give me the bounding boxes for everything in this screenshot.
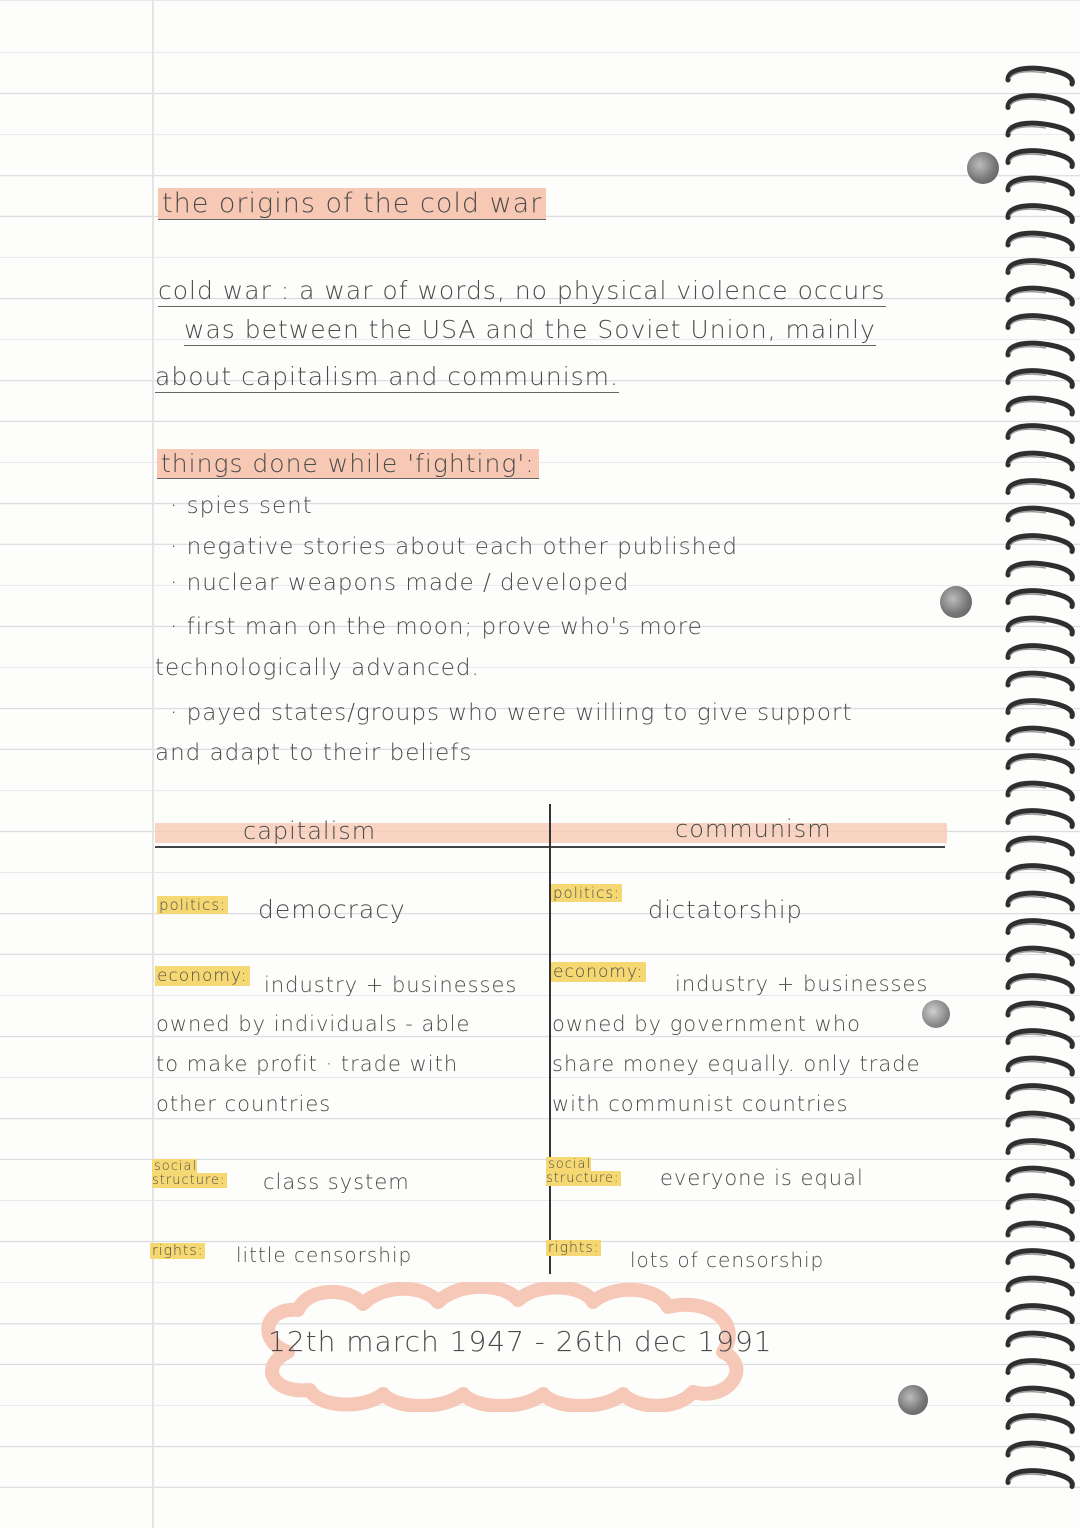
economy-value-left: other countries (156, 1092, 332, 1116)
spiral-coil (1008, 646, 1072, 662)
spiral-binding (1000, 60, 1080, 1500)
spiral-coil (1008, 1278, 1072, 1294)
list-item: · payed states/groups who were willing to give support (170, 700, 853, 726)
date-range: 12th march 1947 - 26th dec 1991 (268, 1325, 773, 1358)
politics-label-right: politics: (553, 884, 621, 902)
spiral-coil (1008, 921, 1072, 937)
spiral-coil (1008, 151, 1072, 167)
spiral-coil (1008, 343, 1072, 359)
spiral-coil (1008, 453, 1072, 469)
economy-value-right: with communist countries (552, 1092, 849, 1116)
rights-value-left: little censorship (236, 1243, 413, 1267)
punch-hole (940, 586, 972, 618)
social-structure-label-right: social structure: (546, 1157, 620, 1186)
things-heading: things done while 'fighting': (157, 449, 539, 478)
spiral-coil (1008, 1086, 1072, 1102)
economy-value-right: owned by government who (552, 1012, 861, 1036)
list-item: · negative stories about each other published (170, 534, 738, 560)
list-item: · first man on the moon; prove who's more (170, 614, 703, 640)
spiral-coil (1008, 811, 1072, 827)
spiral-coil (1008, 261, 1072, 277)
economy-label-left: economy: (157, 966, 248, 986)
spiral-coil (1008, 1058, 1072, 1074)
page-title: the origins of the cold war (158, 188, 546, 219)
spiral-coil (1008, 1113, 1072, 1129)
definition-line-2: was between the USA and the Soviet Union, mainly (184, 315, 876, 344)
economy-value-left: owned by individuals - able (156, 1012, 471, 1036)
spiral-coil (1008, 1251, 1072, 1267)
rights-label-left: rights: (152, 1243, 204, 1259)
spiral-coil (1008, 1168, 1072, 1184)
spiral-coil (1008, 96, 1072, 112)
list-item: technologically advanced. (155, 655, 480, 681)
spiral-coil (1008, 618, 1072, 634)
spiral-coil (1008, 371, 1072, 387)
table-column-divider (549, 804, 551, 1274)
spiral-coil (1008, 893, 1072, 909)
spiral-coil (1008, 838, 1072, 854)
list-item: · spies sent (170, 493, 313, 519)
spiral-coil (1008, 398, 1072, 414)
spiral-coil (1008, 591, 1072, 607)
economy-value-right: industry + businesses (675, 972, 929, 996)
spiral-coil (1008, 866, 1072, 882)
economy-value-left: industry + businesses (264, 973, 518, 997)
spiral-coil (1008, 756, 1072, 772)
politics-value-left: democracy (258, 895, 406, 924)
spiral-coil (1008, 1388, 1072, 1404)
economy-value-right: share money equally. only trade (552, 1052, 921, 1076)
spiral-coil (1008, 316, 1072, 332)
spiral-coil (1008, 1223, 1072, 1239)
spiral-coil (1008, 288, 1072, 304)
social-structure-value-right: everyone is equal (660, 1166, 864, 1190)
spiral-coil (1008, 976, 1072, 992)
spiral-coil (1008, 948, 1072, 964)
social-structure-value-left: class system (263, 1170, 410, 1194)
spiral-coil (1008, 728, 1072, 744)
spiral-coil (1008, 1031, 1072, 1047)
spiral-coil (1008, 1471, 1072, 1487)
margin-line (152, 0, 154, 1528)
spiral-coil (1008, 1416, 1072, 1432)
economy-label-right: economy: (553, 962, 644, 982)
communism-header: communism (675, 815, 832, 843)
definition-line-1: cold war : a war of words, no physical violence occurs (158, 276, 886, 305)
politics-label-left: politics: (159, 896, 227, 914)
spiral-coil (1008, 1306, 1072, 1322)
spiral-coil (1008, 563, 1072, 579)
definition-line-3: about capitalism and communism. (155, 362, 619, 391)
politics-value-right: dictatorship (648, 896, 803, 924)
list-item: · nuclear weapons made / developed (170, 570, 630, 596)
spiral-coil (1008, 508, 1072, 524)
spiral-coil (1008, 206, 1072, 222)
list-item: and adapt to their beliefs (155, 740, 473, 766)
economy-value-left: to make profit · trade with (156, 1052, 459, 1076)
spiral-coil (1008, 1003, 1072, 1019)
spiral-coil (1008, 1196, 1072, 1212)
punch-hole (898, 1385, 928, 1415)
social-structure-label-left: social structure: (152, 1159, 226, 1188)
punch-hole (922, 1000, 950, 1028)
punch-hole (967, 152, 999, 184)
spiral-coil (1008, 1361, 1072, 1377)
capitalism-header: capitalism (243, 817, 377, 845)
spiral-coil (1008, 673, 1072, 689)
spiral-coil (1008, 68, 1072, 84)
rights-value-right: lots of censorship (630, 1248, 825, 1272)
spiral-coil (1008, 1443, 1072, 1459)
spiral-coil (1008, 178, 1072, 194)
rights-label-right: rights: (548, 1240, 600, 1256)
spiral-coil (1008, 536, 1072, 552)
spiral-coil (1008, 233, 1072, 249)
spiral-coil (1008, 1141, 1072, 1157)
spiral-coil (1008, 481, 1072, 497)
spiral-coil (1008, 783, 1072, 799)
spiral-coil (1008, 701, 1072, 717)
spiral-coil (1008, 426, 1072, 442)
spiral-coil (1008, 123, 1072, 139)
spiral-coil (1008, 1333, 1072, 1349)
